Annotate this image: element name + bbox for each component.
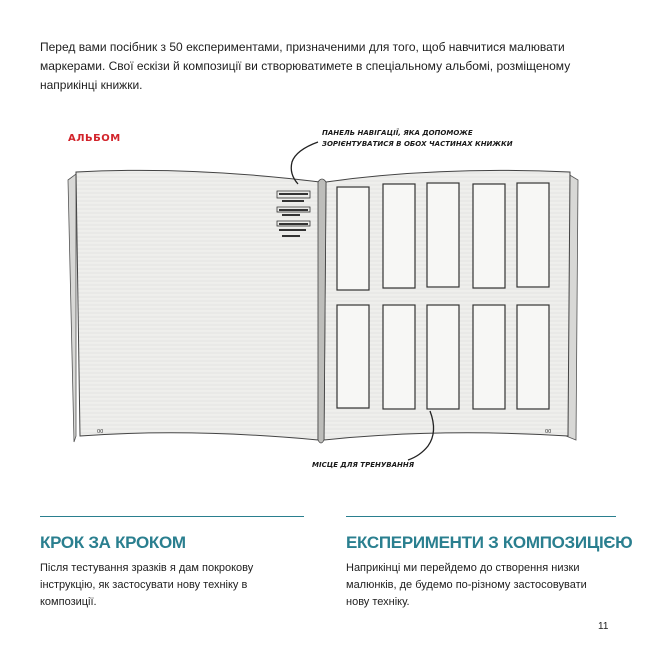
callout-navigation-panel: ПАНЕЛЬ НАВІГАЦІЇ, ЯКА ДОПОМОЖЕ ЗОРІЄНТУВАТИСЯ В ОБОХ ЧАСТИНАХ КНИЖКИ: [322, 129, 513, 148]
intro-paragraph: Перед вами посібник з 50 експериментами, призначеними для того, щоб навчитися малювати маркерами. Свої ескізи й композиції ви створюватимете в спеціальному альбомі, розміщеному наприкінці книжки.: [40, 40, 571, 92]
section-title-step-by-step: КРОК ЗА КРОКОМ: [40, 533, 186, 552]
section-divider-left: [40, 516, 304, 517]
section-body-step-by-step: Після тестування зразків я дам покрокову інструкцію, як застосувати нову техніку в композиції.: [40, 562, 254, 608]
section-divider-right: [346, 516, 616, 517]
book-left-edge: [68, 174, 76, 442]
practice-frames-bottom: [337, 305, 549, 409]
page-number: 11: [598, 621, 609, 632]
callout-nav-line: [291, 142, 318, 184]
callout-practice-space: МІСЦЕ ДЛЯ ТРЕНУВАННЯ: [312, 461, 415, 469]
section-body-composition: Наприкінці ми перейдемо до створення низки малюнків, де будемо по-різному застосовувати нову техніку.: [346, 562, 587, 608]
album-label: АЛЬБОМ: [68, 133, 121, 144]
left-page-number: 00: [97, 429, 104, 435]
right-page-number: 00: [545, 429, 552, 435]
practice-frames-top: [337, 183, 549, 290]
section-title-composition: ЕКСПЕРИМЕНТИ З КОМПОЗИЦІЄЮ: [346, 533, 633, 552]
